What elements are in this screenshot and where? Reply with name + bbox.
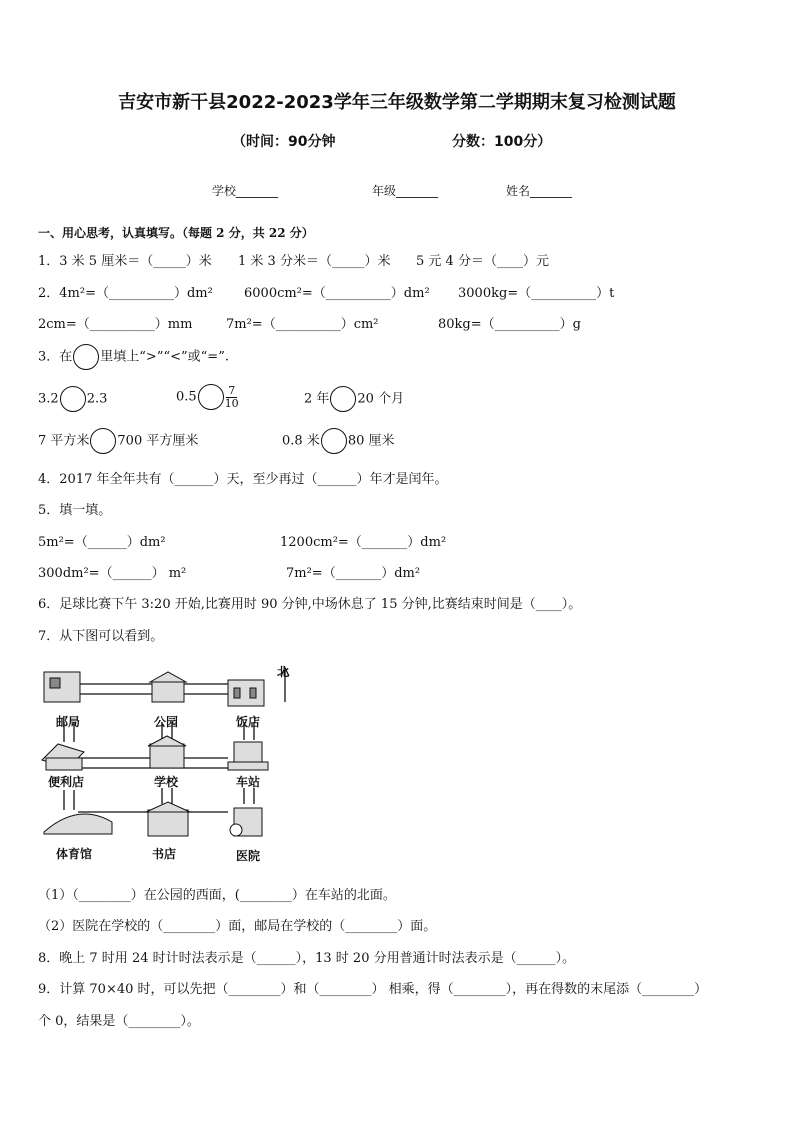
place-convenience-store: 便利店 [48,775,85,789]
q1-b: 1 米 3 分米＝（_____）米 [238,254,391,269]
q3-a-left: 3.2 [38,391,59,407]
q9-line2: 个 0，结果是（________）。 [38,1014,200,1029]
place-bookstore: 书店 [152,847,177,861]
q5-stem: 5．填一填。 [38,503,112,518]
q3-a-circle[interactable] [60,386,86,412]
q3-d-circle[interactable] [90,428,116,454]
q3-c-right: 20 个月 [357,391,405,407]
q9-line1: 9．计算 70×40 时，可以先把（________）和（________） 相乘，得（________），再在得数的末尾添（________） [38,982,708,997]
q3-stem-a: 3．在 [38,349,73,365]
q5-a: 5m²=（______）dm² [38,535,166,550]
bookstore-icon [146,802,190,836]
north-label: 北 [277,665,290,679]
place-school: 学校 [154,775,179,789]
q3-e-left: 0.8 米 [282,433,320,449]
q3-d-left: 7 平方米 [38,433,90,449]
name-field[interactable]: 姓名_______ [506,184,573,198]
q3-stem-b: 里填上“>”“<”或“=”. [100,349,229,365]
q3-e-right: 80 厘米 [347,433,395,449]
place-restaurant: 饭店 [236,715,261,729]
q3-a-right: 2.3 [86,391,108,407]
school-icon [148,736,186,768]
compare-circle [73,344,99,370]
exam-time: （时间：90分钟 [232,134,336,150]
section-heading: 一、用心思考，认真填写。（每题 2 分，共 22 分） [38,226,314,240]
place-stadium: 体育馆 [56,847,93,861]
station-icon [228,742,268,770]
q5-c: 300dm²=（______） m² [38,566,187,581]
page-title: 吉安市新干县2022-2023学年三年级数学第二学期期末复习检测试题 [118,92,676,113]
q3-b-left: 0.5 [176,389,197,405]
q6: 6．足球比赛下午 3:20 开始,比赛用时 90 分钟,中场休息了 15 分钟,比赛结束时间是（____）。 [38,597,582,612]
place-post-office: 邮局 [56,715,81,729]
q3-b-circle[interactable] [198,384,224,410]
q4: 4．2017 年全年共有（______）天，至少再过（______）年才是闰年。 [38,472,448,487]
q3-d-right: 700 平方厘米 [117,433,199,449]
post-office-icon [44,672,80,702]
q2-r1-c: 3000kg=（__________）t [458,286,615,301]
place-hospital: 医院 [236,849,261,863]
q1-c: 5 元 4 分＝（____）元 [416,254,549,269]
q7-p1: （1）（________）在公园的西面，(________）在车站的北面。 [38,888,396,903]
q5-b: 1200cm²=（_______）dm² [280,535,447,550]
restaurant-icon [228,680,264,706]
q7-stem: 7．从下图可以看到。 [38,629,164,644]
place-park: 公园 [154,715,179,729]
q7-p2: （2）医院在学校的（________）面，邮局在学校的（________）面。 [38,919,437,934]
q3-c-circle[interactable] [330,386,356,412]
hospital-icon [230,808,262,836]
school-field[interactable]: 学校_______ [212,184,279,198]
park-icon [150,672,186,702]
q3-c-left: 2 年 [304,391,330,407]
q2-r2-a: 2cm=（__________）mm [38,317,193,332]
q3-e-circle[interactable] [321,428,347,454]
q5-d: 7m²=（_______）dm² [286,566,421,581]
fraction: $\frac{7}{10}$ [224,383,239,410]
q8: 8．晚上 7 时用 24 时计时法表示是（______），13 时 20 分用普通计时法表示是（______）。 [38,951,576,966]
q2-r1-b: 6000cm²=（__________）dm² [244,286,430,301]
convenience-store-icon [42,744,84,770]
q1-a: 1．3 米 5 厘米＝（_____）米 [38,254,212,269]
stadium-icon [44,814,112,834]
exam-score: 分数：100分） [452,134,552,150]
q2-r2-c: 80kg=（__________）g [438,317,581,332]
grade-field[interactable]: 年级_______ [372,184,439,198]
q2-r2-b: 7m²=（__________）cm² [226,317,379,332]
q2-r1-a: 2．4m²=（__________）dm² [38,286,213,301]
place-station: 车站 [236,775,261,789]
town-map [38,662,298,867]
